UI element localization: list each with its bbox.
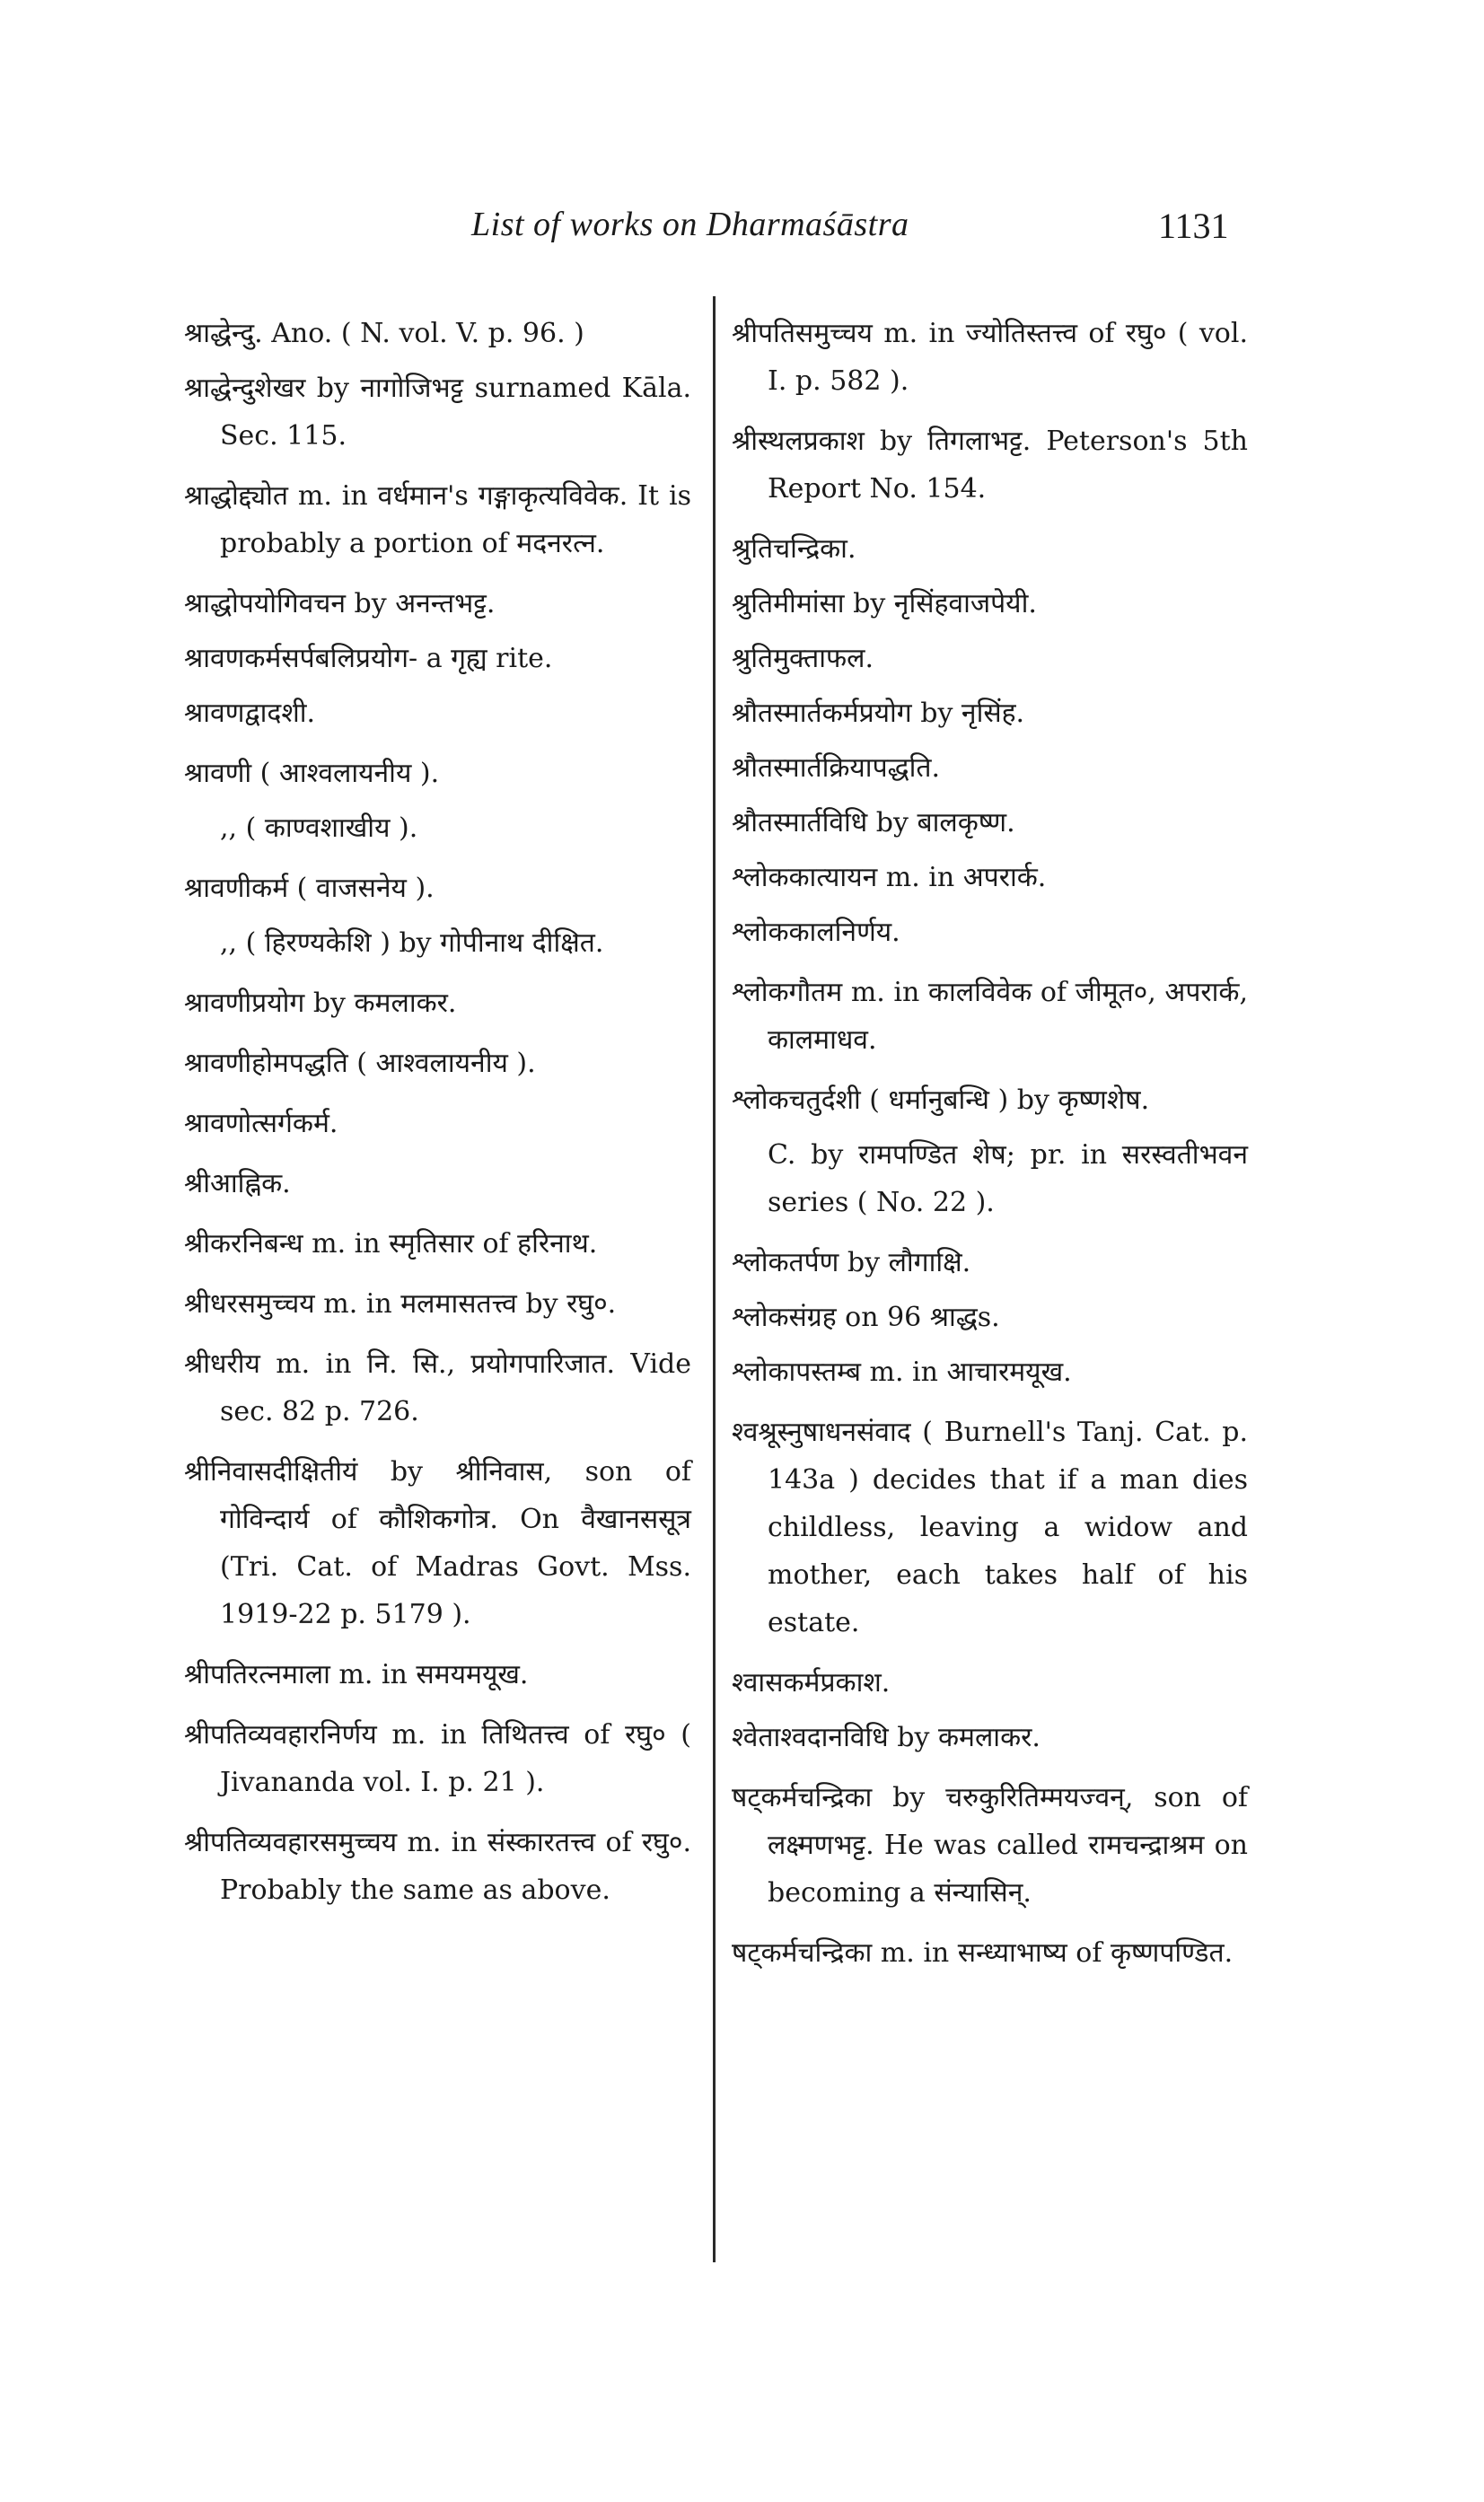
entry: श्रुतिमुक्ताफल. <box>732 643 874 674</box>
running-header <box>0 205 1484 259</box>
entry: श्रीकरनिबन्ध m. in स्मृतिसार of हरिनाथ. <box>184 1228 598 1260</box>
column-divider <box>713 296 716 2262</box>
entry: श्रीधरीय m. in नि. सि., प्रयोगपारिजात. Vide sec. 82 p. 726. <box>184 1348 691 1427</box>
entry: ,, ( हिरण्यकेशि ) by गोपीनाथ दीक्षित. <box>220 927 604 959</box>
entry: श्रुतिमीमांसा by नृसिंहवाजपेयी. <box>732 588 1037 619</box>
entry: श्रावणीप्रयोग by कमलाकर. <box>184 988 457 1019</box>
entry: श्लोककात्यायन m. in अपरार्क. <box>732 862 1047 893</box>
entry: श्रीनिवासदीक्षितीयं by श्रीनिवास, son of गोविन्दार्य of कौशिकगोत्र. On वैखानससूत्र (Tri. Cat. of Madras Govt. Mss. 1919-22 p. 5179 ). <box>184 1456 691 1630</box>
entry: श्रौतस्मार्तकर्मप्रयोग by नृसिंह. <box>732 698 1025 729</box>
entry: श्वासकर्मप्रकाश. <box>732 1667 891 1699</box>
entry: षट्कर्मचन्द्रिका m. in सन्ध्याभाष्य of कृष्णपण्डित. <box>732 1937 1234 1969</box>
running-title: List of works on Dharmaśāstra <box>471 206 909 243</box>
entry: श्लोकगौतम m. in कालविवेक of जीमूत०, अपरार्क, कालमाधव. <box>732 977 1248 1056</box>
entry: श्रीपतिसमुच्चय m. in ज्योतिस्तत्त्व of रघु० ( vol. I. p. 582 ). <box>732 318 1248 397</box>
entry: श्लोकापस्तम्ब m. in आचारमयूख. <box>732 1356 1072 1388</box>
entry: श्रावणद्वादशी. <box>184 698 316 729</box>
entry: श्रावणी ( आश्वलायनीय ). <box>184 758 440 789</box>
entry: श्रुतिचन्द्रिका. <box>732 533 856 565</box>
entry: श्राद्धेन्दु. Ano. ( N. vol. V. p. 96. ) <box>184 318 584 349</box>
entry: श्रावणोत्सर्गकर्म. <box>184 1108 338 1139</box>
entry: श्राद्धेन्दुशेखर by नागोजिभट्ट surnamed Kāla. Sec. 115. <box>184 373 691 452</box>
entry: षट्कर्मचन्द्रिका by चरुकुरितिम्मयज्वन्, son of लक्ष्मणभट्ट. He was called रामचन्द्राश्रम on becoming a संन्यासिन्. <box>732 1782 1248 1909</box>
entry: श्रावणकर्मसर्पबलिप्रयोग- a गृह्य rite. <box>184 643 553 674</box>
entry: श्रीपतिरत्नमाला m. in समयमयूख. <box>184 1659 529 1690</box>
entry: श्लोककालनिर्णय. <box>732 917 900 948</box>
entry: श्रावणीहोमपद्धति ( आश्वलायनीय ). <box>184 1048 536 1079</box>
page-number: 1131 <box>1158 206 1229 246</box>
entry: श्वश्रूस्नुषाधनसंवाद ( Burnell's Tanj. Cat. p. 143a ) decides that if a man dies childless, leaving a widow and mother, each takes half of his estate. <box>732 1417 1248 1638</box>
left-column <box>184 310 691 1927</box>
entry: श्राद्धोद्द्योत m. in वर्धमान's गङ्गाकृत्यविवेक. It is probably a portion of मदनरत्न. <box>184 480 691 559</box>
entry: श्लोकसंग्रह on 96 श्राद्धs. <box>732 1302 1000 1333</box>
entry: श्लोकतर्पण by लौगाक्षि. <box>732 1247 971 1278</box>
entry: श्लोकचतुर्दशी ( धर्मानुबन्धि ) by कृष्णशेष. <box>732 1084 1150 1116</box>
entry: श्रावणीकर्म ( वाजसनेय ). <box>184 873 435 904</box>
entry: श्रीपतिव्यवहारनिर्णय m. in तिथितत्त्व of रघु० ( Jivananda vol. I. p. 21 ). <box>184 1719 691 1798</box>
right-column <box>732 310 1248 1989</box>
entry: श्रीआह्निक. <box>184 1168 291 1199</box>
entry: श्रीधरसमुच्चय m. in मलमासतत्त्व by रघु०. <box>184 1288 617 1320</box>
entry: श्रीपतिव्यवहारसमुच्चय m. in संस्कारतत्त्व of रघु०. Probably the same as above. <box>184 1827 691 1906</box>
entry: श्वेताश्वदानविधि by कमलाकर. <box>732 1722 1041 1753</box>
entry: श्रौतस्मार्तक्रियापद्धति. <box>732 752 940 784</box>
entry: C. by रामपण्डित शेष; pr. in सरस्वतीभवन series ( No. 22 ). <box>768 1139 1248 1218</box>
entry: श्राद्धोपयोगिवचन by अनन्तभट्ट. <box>184 588 496 619</box>
entry: ,, ( काण्वशाखीय ). <box>220 812 418 844</box>
entry: श्रौतस्मार्तविधि by बालकृष्ण. <box>732 807 1015 838</box>
entry: श्रीस्थलप्रकाश by तिगलाभट्ट. Peterson's 5th Report No. 154. <box>732 426 1248 505</box>
